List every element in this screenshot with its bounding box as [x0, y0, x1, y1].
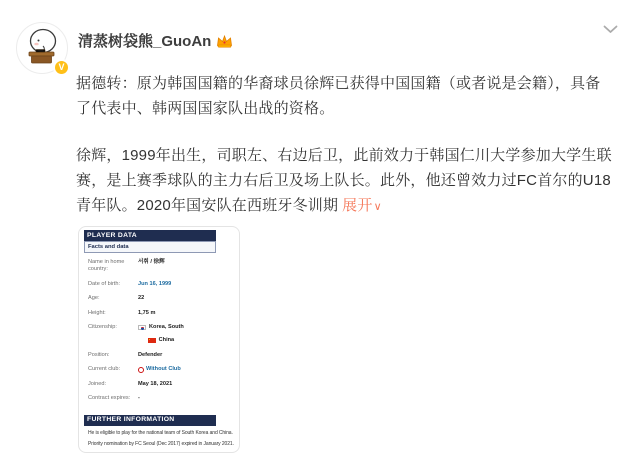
- field-label: Name in home country:: [88, 259, 125, 272]
- row-joined: [88, 381, 224, 388]
- field-label: Current club:: [88, 366, 121, 372]
- further-information-notes: [84, 426, 234, 448]
- citizenship-name: Korea, South: [149, 324, 184, 330]
- date-of-birth-link: Jun 16, 1999: [138, 280, 172, 287]
- post-paragraph-2-text: 徐辉，1999年出生，司职左、右边后卫，此前效力于韩国仁川大学参加大学生联赛，是上赛季球队的主力右后卫及场上队长。此外，他还曾效力过FC首尔的U18青年队。2020年国安队在西班牙冬训期: [76, 147, 612, 214]
- field-label: Joined:: [88, 380, 107, 387]
- south-korea-flag-icon: [138, 325, 146, 330]
- post-author-row: [78, 30, 233, 51]
- field-value: 서휘 / 徐辉: [138, 259, 165, 265]
- vip-crown-icon: [216, 34, 233, 48]
- current-club-value: [138, 366, 181, 373]
- post-paragraph-2: [76, 143, 613, 220]
- row-position: [88, 352, 224, 359]
- post-paragraph-1: 据德转：原为韩国国籍的华裔球员徐辉已获得中国国籍（或者说是会籍），具备了代表中、韩两国国家队出战的资格。: [76, 75, 601, 117]
- field-value: 22: [138, 295, 145, 301]
- citizenship-values: [138, 324, 184, 344]
- attached-player-data-image[interactable]: [78, 226, 240, 453]
- player-facts-table: [84, 253, 224, 413]
- note-priority-nomination: Priority nomination by FC Seoul (Dec 2017) expired in January 2021.: [88, 440, 234, 447]
- field-value: Defender: [138, 351, 163, 358]
- row-citizenship: [88, 324, 224, 344]
- field-value: -: [138, 395, 140, 401]
- citizenship-china: [148, 337, 175, 344]
- current-club-link: Without Club: [146, 366, 181, 372]
- field-label: Date of birth:: [88, 280, 121, 287]
- further-information-header: FURTHER INFORMATION: [84, 415, 216, 426]
- expand-chevron-down-icon: ∨: [373, 201, 382, 213]
- row-contract-expires: [88, 395, 224, 402]
- china-flag-icon: [148, 338, 156, 343]
- verified-badge-icon: V: [53, 59, 70, 76]
- row-name-in-home-country: [88, 259, 224, 273]
- field-value: May 18, 2021: [138, 380, 173, 387]
- post-text: [76, 71, 613, 220]
- row-age: [88, 295, 224, 302]
- expand-link[interactable]: [342, 197, 382, 214]
- citizenship-name: China: [158, 337, 175, 343]
- citizenship-korea: [138, 324, 184, 331]
- player-data-header: PLAYER DATA: [84, 230, 216, 241]
- field-label: Age:: [88, 295, 100, 301]
- row-current-club: [88, 366, 224, 373]
- field-value: 1,75 m: [138, 309, 156, 316]
- note-eligibility: He is eligible to play for the national team of South Korea and China.: [88, 429, 233, 436]
- row-date-of-birth: [88, 281, 224, 288]
- post-collapse-chevron-icon[interactable]: [601, 20, 620, 39]
- expand-label: 展开: [342, 197, 373, 214]
- field-label: Height:: [88, 309, 106, 316]
- field-label: Contract expires:: [88, 395, 131, 401]
- row-height: [88, 310, 224, 317]
- player-data-card: [84, 230, 234, 448]
- field-label: Position:: [88, 351, 110, 358]
- avatar[interactable]: [16, 22, 68, 74]
- facts-and-data-subheader: Facts and data: [84, 241, 216, 253]
- without-club-badge-icon: [138, 367, 144, 373]
- field-label: Citizenship:: [88, 324, 117, 330]
- username[interactable]: 清蒸树袋熊_GuoAn: [78, 33, 212, 50]
